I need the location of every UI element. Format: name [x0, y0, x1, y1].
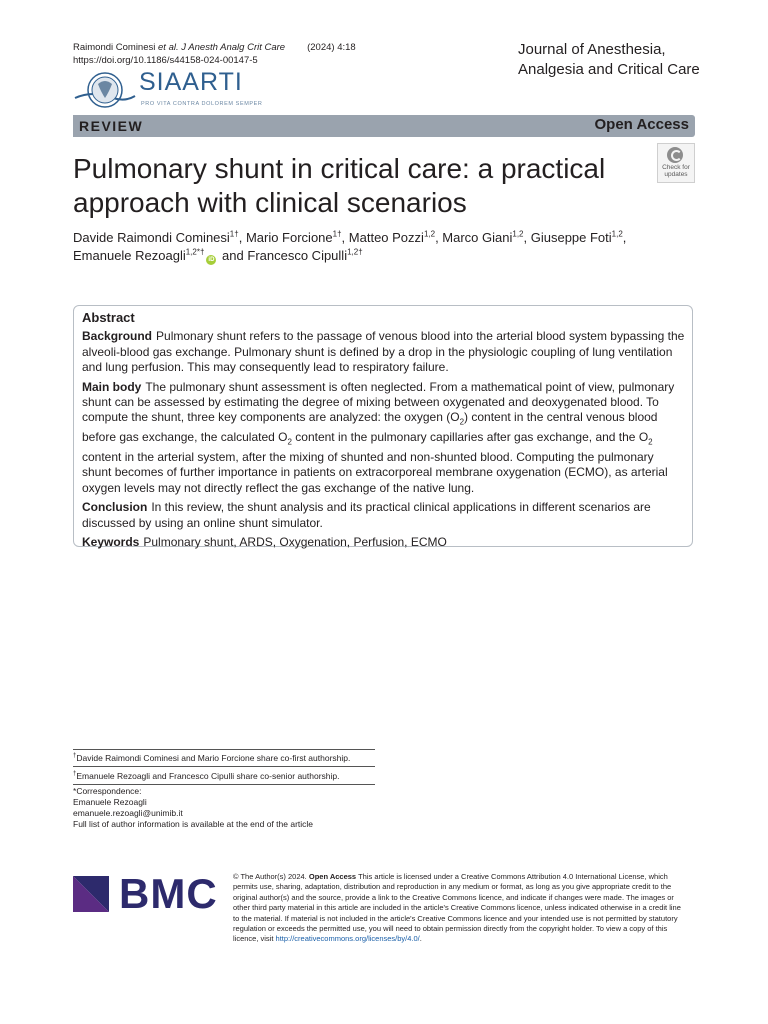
abstract-keywords: [82, 535, 685, 550]
background-label: Background: [82, 329, 153, 344]
open-access-label: Open Access: [594, 116, 689, 133]
footnote-divider: [73, 766, 375, 767]
article-type-banner: [73, 115, 695, 137]
author-name[interactable]: Mario Forcione: [245, 230, 333, 245]
keywords-label: Keywords: [82, 535, 140, 550]
author-name[interactable]: Davide Raimondi Cominesi: [73, 230, 230, 245]
abstract-main-body: [82, 380, 685, 497]
siaarti-motto: PRO VITA CONTRA DOLOREM SEMPER: [141, 101, 263, 107]
footnote-text: Davide Raimondi Cominesi and Mario Forcione share co-first authorship.: [76, 752, 351, 763]
license-link[interactable]: http://creativecommons.org/licenses/by/4.0/: [275, 934, 420, 944]
bmc-mark-icon: [73, 876, 109, 912]
article-type: REVIEW: [79, 118, 144, 134]
journal-name: Journal of Anesthesia, Analgesia and Critical Care: [518, 41, 700, 78]
main-body-text: content in the pulmonary capillaries after gas exchange, and the O: [291, 430, 649, 445]
author-info-note: Full list of author information is available at the end of the article: [73, 819, 314, 829]
siaarti-logo: [73, 68, 273, 114]
license-end: .: [419, 934, 422, 944]
footnote-co-senior: [73, 769, 393, 782]
citation-journal: et al. J Anesth Analg Crit Care: [158, 42, 286, 53]
conclusion-text: In this review, the shunt analysis and its practical clinical applications in different scenarios are discussed by using an online shunt simulator.: [82, 500, 651, 530]
article-title: Pulmonary shunt in critical care: a practical approach with clinical scenarios: [73, 153, 606, 218]
author-affiliation: 1,2: [611, 229, 623, 239]
dagger-mark: †: [73, 771, 77, 777]
footnote-text: Emanuele Rezoagli and Francesco Cipulli share co-senior authorship.: [76, 770, 340, 781]
abstract-conclusion: [82, 500, 685, 531]
copyright-text: © The Author(s) 2024.: [233, 872, 307, 881]
subscript: 2: [287, 437, 292, 447]
main-body-text: The pulmonary shunt assessment is often neglected. From a mathematical point of view, pulmonary shunt can be assessed by estimating the degree of mixing between oxygenated and deoxygenated blood. To compute the shunt, three key components are analyzed: the oxygen (O: [82, 379, 675, 425]
orcid-icon[interactable]: iD: [208, 257, 215, 263]
author-affiliation: 1†: [332, 229, 342, 239]
author-name[interactable]: Giuseppe Foti: [530, 230, 612, 245]
author-name[interactable]: Matteo Pozzi: [348, 230, 424, 245]
keywords-text: Pulmonary shunt, ARDS, Oxygenation, Perfusion, ECMO: [143, 535, 447, 550]
author-affiliation: 1,2: [423, 229, 436, 239]
citation-header: [73, 41, 373, 67]
siaarti-logo-text: SIAARTI: [139, 68, 243, 96]
author-affiliation: 1,2: [512, 229, 524, 239]
correspondence-email[interactable]: emanuele.rezoagli@unimib.it: [73, 808, 183, 818]
main-body-text: content in the arterial system, after the mixing of shunted and non-shunted blood. Computing the pulmonary shunt becomes of further importance in patients on extracorporeal membrane oxygenation (ECMO), as arterial oxygen levels may not directly reflect the gas exchange of the native lung.: [82, 450, 668, 495]
license-statement: [233, 872, 688, 945]
abstract-heading: Abstract: [82, 310, 135, 325]
license-open-access: Open Access: [308, 872, 357, 881]
correspondence-block: [73, 786, 393, 830]
abstract-background: [82, 329, 685, 375]
license-text: This article is licensed under a Creative Commons Attribution 4.0 International License, which permits use, sharing, adaptation, distribution and reproduction in any medium or format, as long as you give appropriate credit to the original author(s) and the source, provide a link to the Creative Commons licence, and indicate if changes were made. The images or other third party material in this article are included in the article's Creative Commons licence, unless indicated otherwise in a credit line to the material. If material is not included in the article's Creative Commons licence and your intended use is not permitted by statutory regulation or exceeds the permitted use, you will need to obtain permission directly from the copyright holder. To view a copy of this licence, visit: [233, 872, 681, 944]
author-list: Davide Raimondi Cominesi$^{1\dagger}$, Mario Forcione$^{1\dagger}$, Matteo Pozzi$^{1,2}$, Marco Giani$^{1,2}$, Giuseppe Foti$^{1,2}$, Emanuele Rezoagli$^{1,2*\dagger}$iD and Francesco Cipulli$^{1,2\dagger}$: [73, 229, 627, 263]
check-for-updates-button[interactable]: [657, 143, 695, 183]
footnote-divider: [73, 784, 375, 785]
citation-year: (2024) 4:18: [307, 42, 356, 53]
doi-link[interactable]: https://doi.org/10.1186/s44158-024-00147-5: [73, 55, 258, 66]
main-body-text: ) content in the central venous blood before gas exchange, the calculated O: [82, 410, 658, 445]
subscript: 2: [459, 417, 465, 427]
bmc-logo-text: BMC: [119, 870, 218, 917]
author-name[interactable]: Marco Giani: [442, 230, 513, 245]
check-updates-icon: [667, 147, 683, 163]
citation-authors: Raimondi Cominesi: [73, 42, 159, 53]
siaarti-emblem-icon: [73, 68, 137, 114]
correspondence-name: Emanuele Rezoagli: [73, 797, 147, 807]
author-affiliation: 1†: [229, 229, 239, 239]
check-updates-label: Check for updates: [662, 164, 690, 178]
dagger-mark: †: [73, 753, 77, 759]
author-joiner: and: [222, 248, 244, 263]
subscript: 2: [648, 437, 653, 447]
background-text: Pulmonary shunt refers to the passage of venous blood into the arterial blood system bypassing the alveoli-blood gas exchange. Pulmonary shunt is defined by a drop in the physiologic coupling of lung ventilation and lung perfusion. This may consequently lead to respiratory failure.: [82, 329, 685, 375]
author-name[interactable]: Emanuele Rezoagli: [73, 248, 186, 263]
footnote-divider: [73, 749, 375, 750]
footnote-co-first: [73, 751, 393, 764]
author-affiliation: 1,2*†: [185, 247, 205, 257]
abstract-box: [73, 305, 693, 550]
bmc-logo: [73, 872, 218, 918]
main-body-label: Main body: [82, 379, 142, 394]
correspondence-label: Correspondence:: [76, 786, 142, 796]
author-affiliation: 1,2†: [347, 247, 363, 257]
conclusion-label: Conclusion: [82, 500, 148, 515]
star-mark: *: [73, 786, 77, 796]
author-name[interactable]: Francesco Cipulli: [247, 248, 348, 263]
